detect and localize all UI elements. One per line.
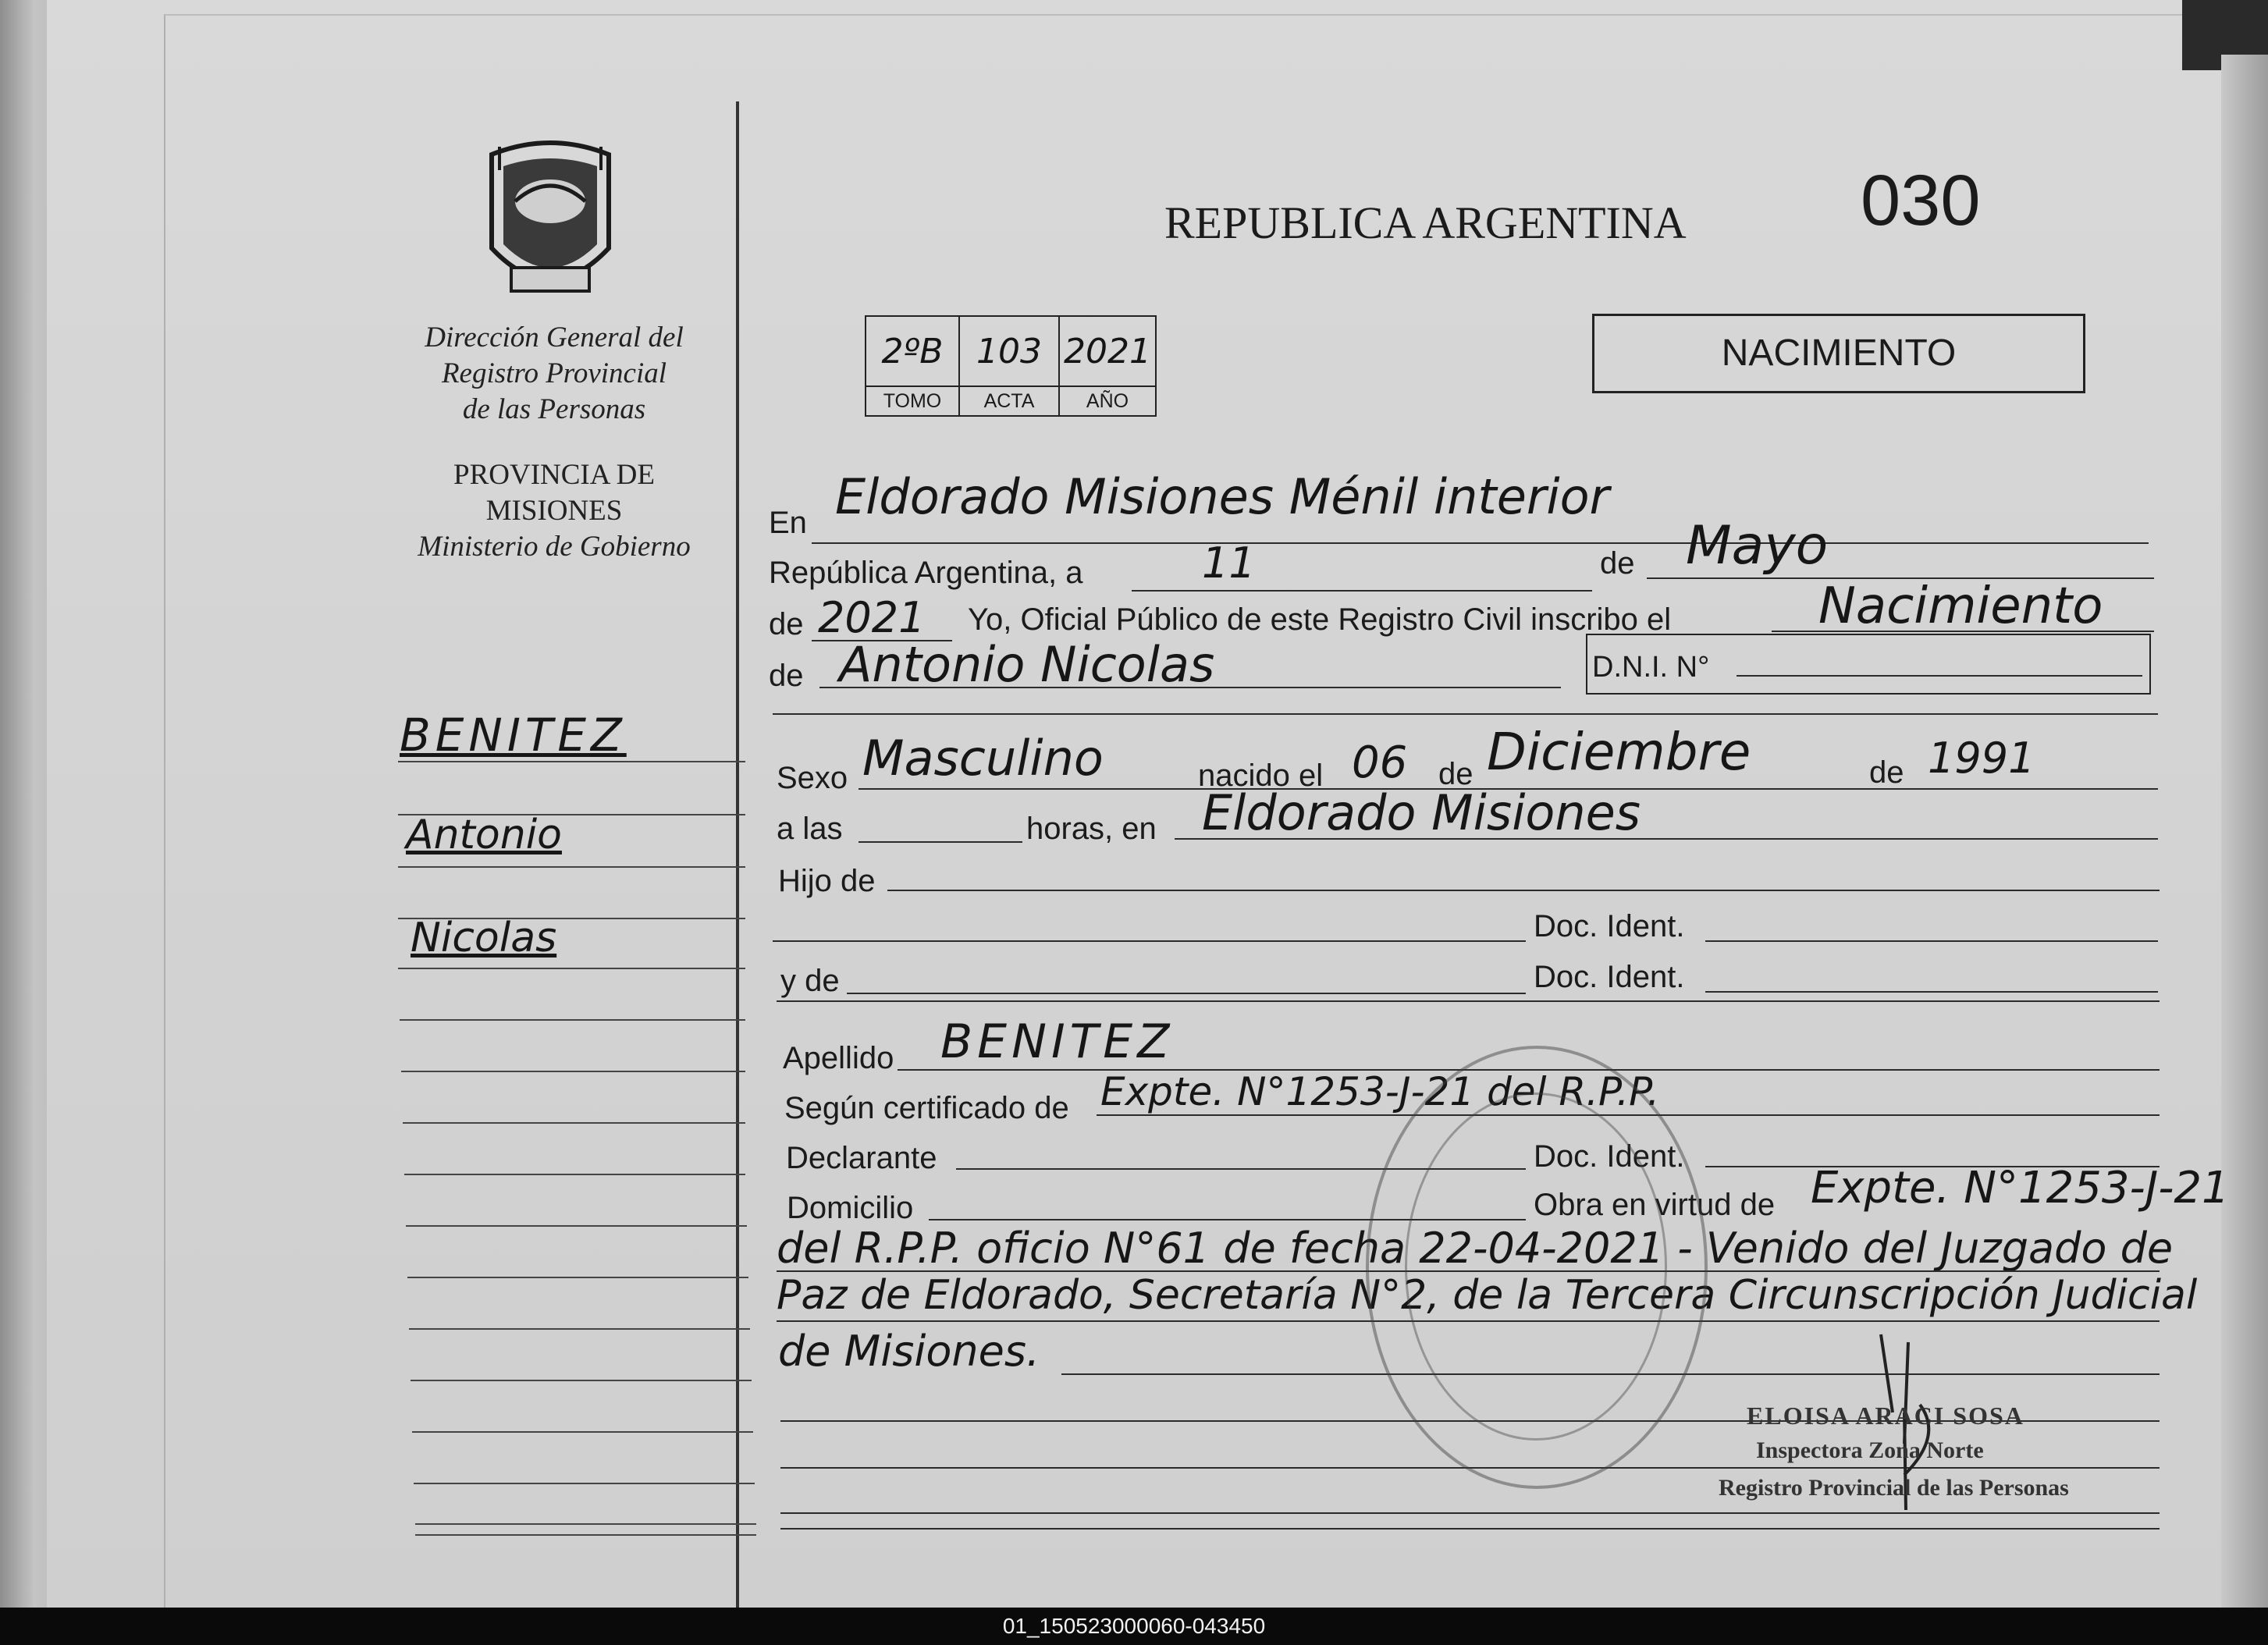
line	[780, 1528, 2160, 1530]
margin-line	[407, 1277, 748, 1278]
republica-label: República Argentina, a	[769, 556, 1083, 590]
signatory-name: ELOISA ARACI SOSA	[1747, 1402, 2024, 1430]
apellido-label: Apellido	[783, 1041, 894, 1075]
month-value: Mayo	[1686, 515, 1829, 577]
line	[1705, 940, 2158, 942]
de-label-3: de	[769, 659, 804, 693]
domicilio-label: Domicilio	[787, 1191, 914, 1225]
line	[780, 1512, 2160, 1514]
margin-line	[409, 1328, 750, 1330]
horas-label: horas, en	[1026, 812, 1157, 846]
margin-line	[412, 1431, 753, 1433]
margin-line	[414, 1483, 755, 1484]
column-divider	[736, 101, 739, 1608]
acta-label: ACTA	[959, 386, 1059, 416]
province-line-2: MISIONES	[485, 495, 623, 527]
file-id-caption: 01_150523000060-043450	[1002, 1614, 1266, 1638]
line	[773, 713, 2158, 715]
obra-value: Expte. N°1253-J-21	[1811, 1163, 2230, 1213]
agency-line-3: de las Personas	[462, 393, 646, 425]
line	[1132, 590, 1592, 592]
line	[812, 542, 2149, 544]
margin-line	[406, 1225, 747, 1227]
registered-name-value: Antonio Nicolas	[839, 636, 1215, 693]
next-page-edge	[2221, 55, 2268, 1608]
margin-line	[400, 1019, 745, 1021]
line	[819, 687, 1561, 688]
day-value: 11	[1202, 538, 1256, 588]
tomo-label: TOMO	[866, 386, 959, 416]
ministry-name: Ministerio de Gobierno	[418, 531, 691, 563]
segun-label: Según certificado de	[784, 1091, 1069, 1125]
margin-line	[398, 918, 745, 919]
margin-line	[398, 814, 745, 815]
note-line-2: Paz de Eldorado, Secretaría N°2, de la Tercera Circunscripción Judicial	[777, 1272, 2198, 1319]
doc-ident-label-2: Doc. Ident.	[1534, 960, 1685, 994]
line	[777, 1000, 2160, 1002]
margin-line	[415, 1534, 756, 1536]
en-label: En	[769, 506, 807, 540]
line	[1772, 631, 2154, 632]
country-title: REPUBLICA ARGENTINA	[1164, 197, 1687, 248]
sex-value: Masculino	[862, 730, 1104, 787]
birth-day-value: 06	[1352, 737, 1408, 788]
line	[1175, 838, 2158, 840]
de-label-2: de	[769, 607, 804, 641]
yde-label: y de	[780, 964, 840, 998]
de-label-4: de	[1438, 757, 1473, 791]
margin-line	[411, 1380, 752, 1381]
sexo-label: Sexo	[777, 761, 848, 795]
alas-label: a las	[777, 812, 843, 846]
coat-of-arms-emblem	[476, 139, 624, 311]
doc-ident-label-3: Doc. Ident.	[1534, 1139, 1685, 1174]
oficial-text: Yo, Oficial Público de este Registro Civil inscribo el	[968, 602, 1672, 637]
ano-label: AÑO	[1059, 386, 1156, 416]
page-number: 030	[1861, 161, 1981, 240]
doc-ident-label-1: Doc. Ident.	[1534, 909, 1685, 943]
acta-value: 103	[959, 316, 1059, 386]
line	[847, 993, 1526, 994]
line	[1705, 991, 2158, 993]
margin-line	[398, 761, 745, 762]
agency-line-1: Dirección General del	[425, 322, 684, 354]
margin-line	[398, 866, 745, 868]
line	[858, 841, 1022, 843]
margin-first-name: Antonio	[406, 812, 562, 858]
margin-second-name: Nicolas	[411, 915, 557, 961]
record-type-box: NACIMIENTO	[1592, 314, 2085, 393]
apellido-value: BENITEZ	[940, 1014, 1175, 1069]
margin-line	[404, 1174, 745, 1175]
margin-line	[398, 968, 745, 969]
de-label-5: de	[1869, 755, 1904, 790]
act-type-value: Nacimiento	[1818, 577, 2103, 635]
year-value: 2021	[818, 593, 926, 642]
tomo-value: 2ºB	[866, 316, 959, 386]
official-seal-inner	[1405, 1093, 1667, 1441]
signatory-office: Registro Provincial de las Personas	[1719, 1475, 2069, 1501]
nacido-label: nacido el	[1198, 759, 1324, 793]
province-line-1: PROVINCIA DE	[453, 459, 655, 491]
note-line-1: del R.P.P. oficio N°61 de fecha 22-04-2021 - Venido del Juzgado de	[777, 1224, 2174, 1273]
certificado-value: Expte. N°1253-J-21 del R.P.P.	[1100, 1069, 1660, 1114]
de-label-1: de	[1600, 546, 1635, 581]
agency-line-2: Registro Provincial	[441, 357, 667, 389]
note-line-3: de Misiones.	[778, 1327, 1040, 1376]
dni-label: D.N.I. N°	[1592, 651, 1710, 684]
line	[773, 940, 1526, 942]
obra-label: Obra en virtud de	[1534, 1188, 1776, 1222]
line	[887, 890, 2160, 891]
declarante-label: Declarante	[786, 1141, 937, 1175]
birth-place-value: Eldorado Misiones	[1202, 784, 1641, 841]
signatory-title: Inspectora Zona Norte	[1756, 1437, 1984, 1463]
birth-year-value: 1991	[1928, 734, 2035, 783]
place-value: Eldorado Misiones Ménil interior	[835, 468, 1609, 525]
margin-line	[415, 1523, 756, 1525]
margin-surname: BENITEZ	[400, 709, 627, 762]
birth-month-value: Diciembre	[1487, 722, 1751, 782]
ano-value: 2021	[1059, 316, 1156, 386]
registry-table	[865, 315, 1157, 417]
margin-line	[401, 1071, 745, 1072]
line	[1737, 675, 2142, 677]
hijo-label: Hijo de	[778, 864, 876, 898]
margin-line	[403, 1122, 745, 1124]
